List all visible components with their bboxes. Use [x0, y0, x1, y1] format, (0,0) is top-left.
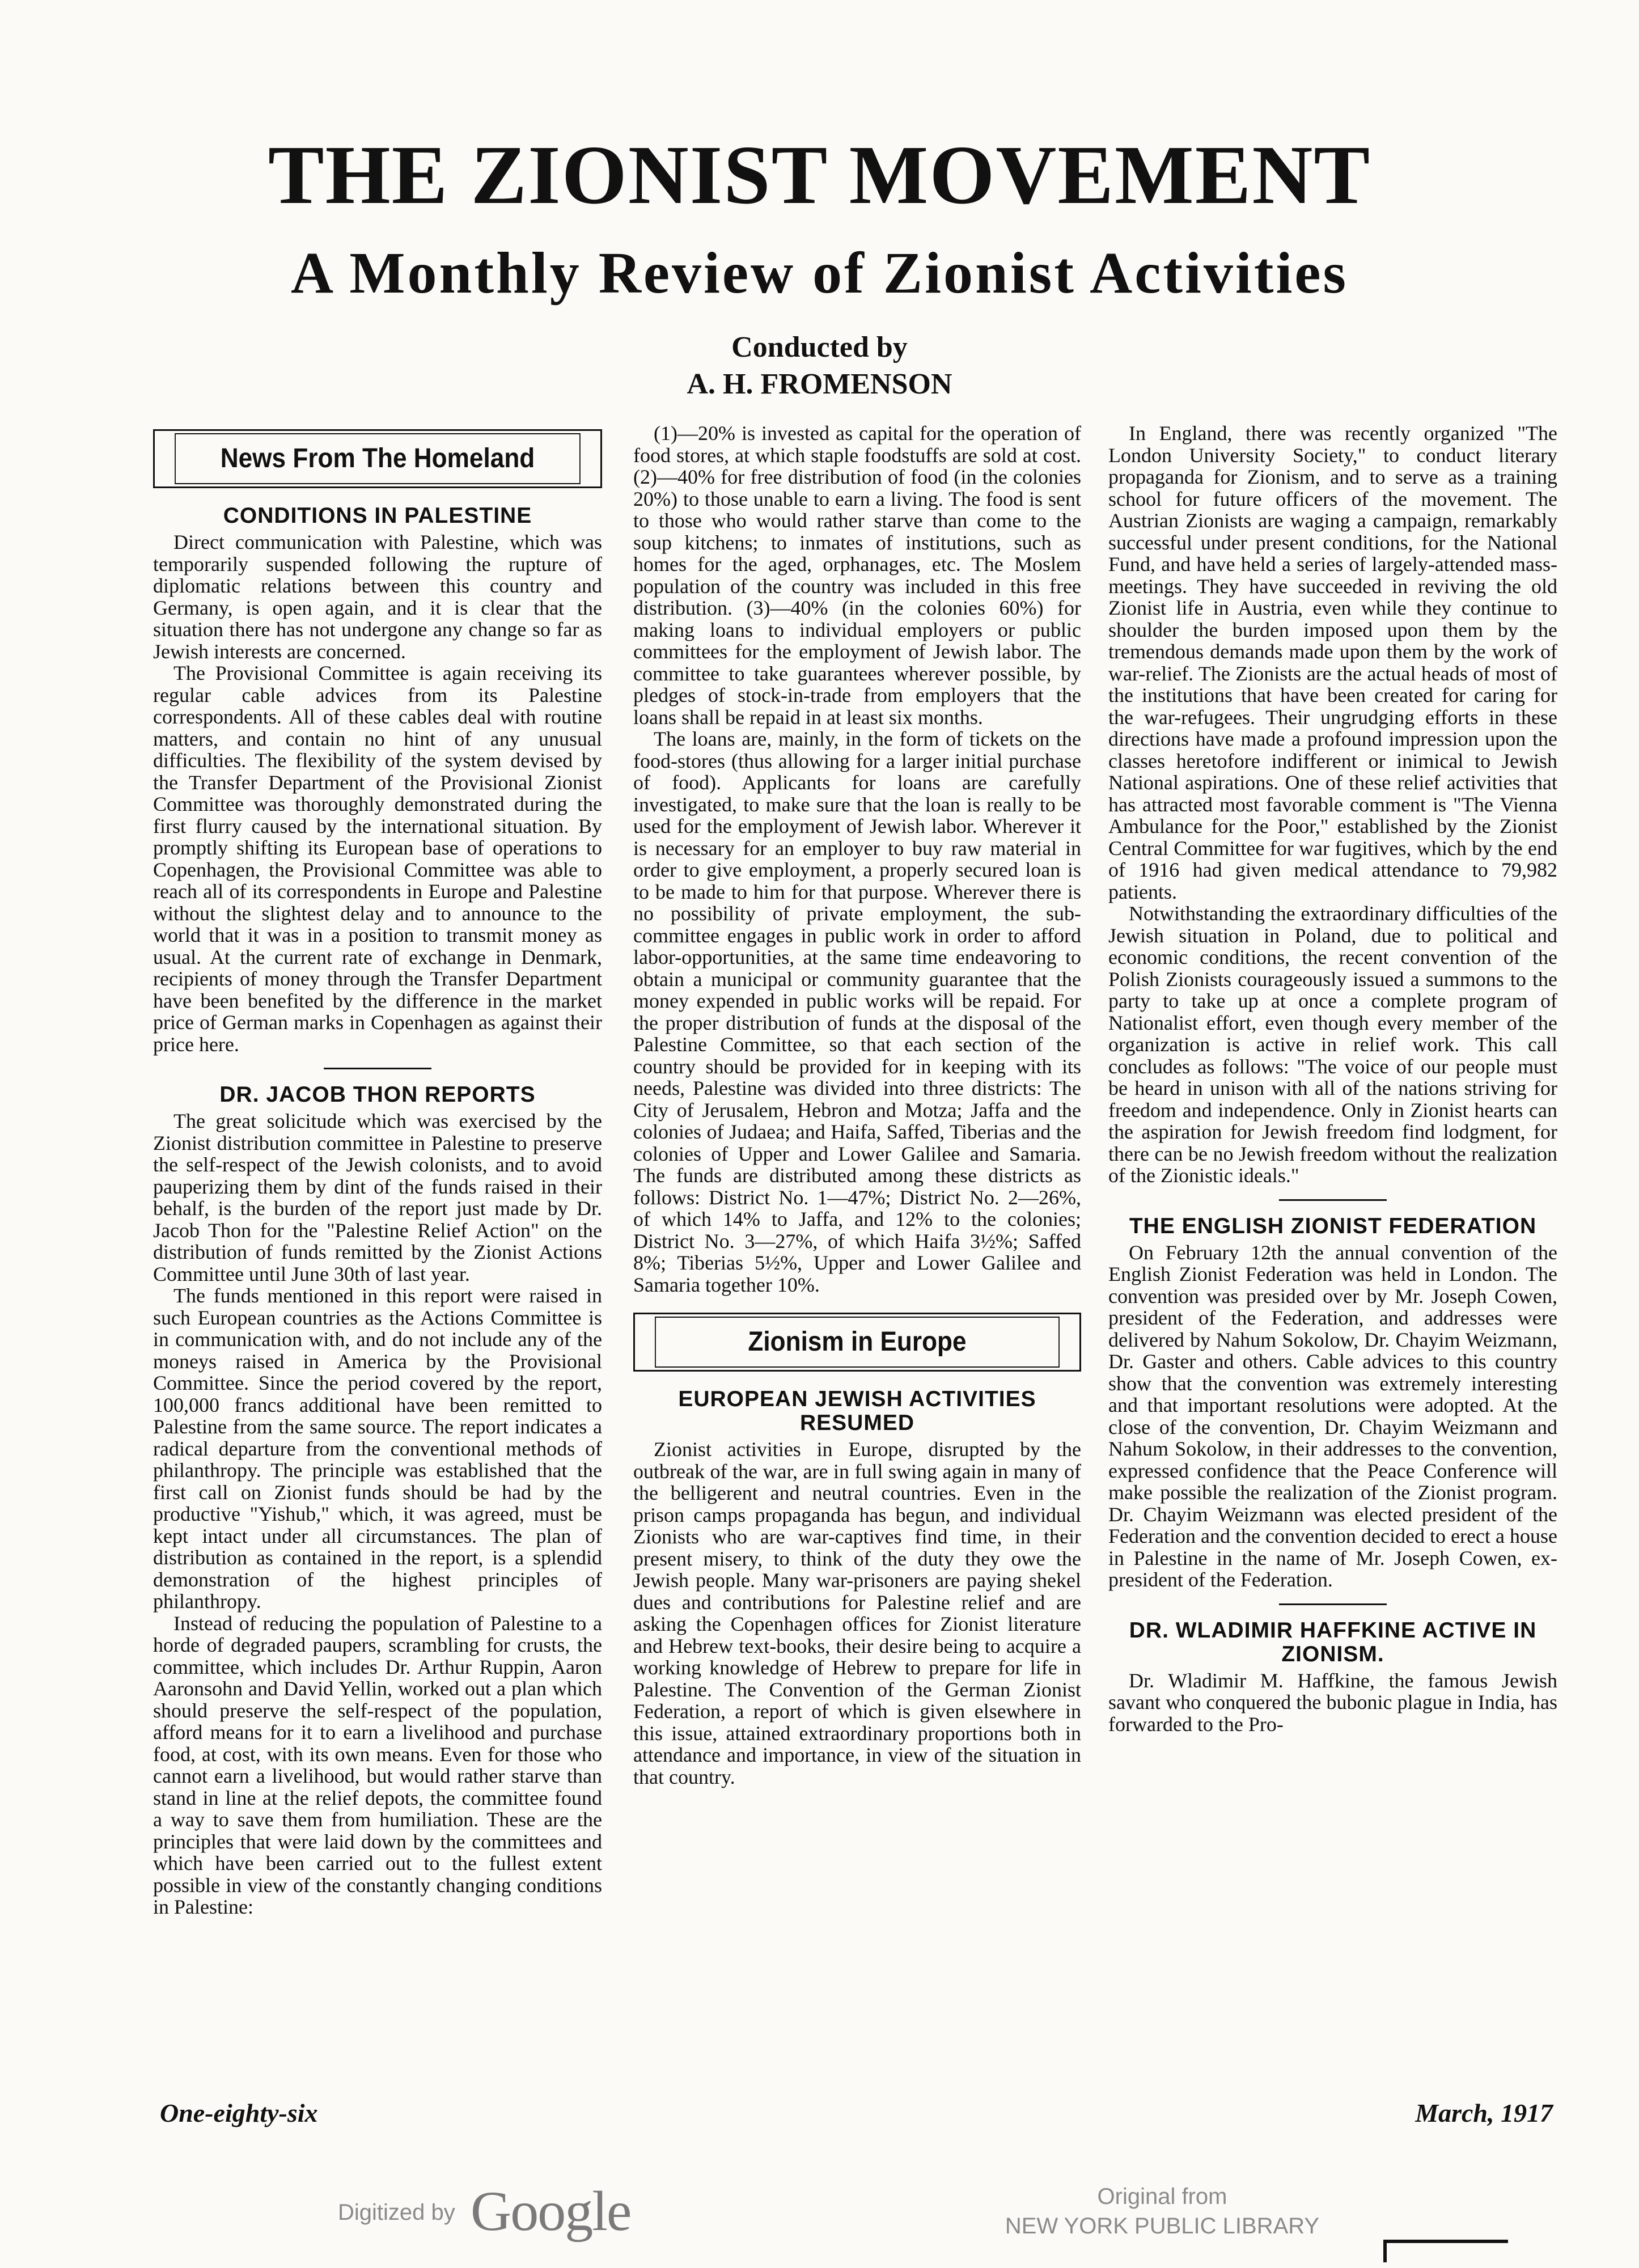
- source-library-credit: [981, 2182, 1344, 2241]
- page-number: One-eighty-six: [160, 2098, 318, 2127]
- article-heading-european: EUROPEAN JEWISH ACTIVITIES RESUMED: [678, 1387, 1036, 1435]
- article-paragraph: The funds mentioned in this report were raised in such European countries as the Actions Committee is in communication with, and do not include any of the moneys raised in America by the Provisional Committee. Since the period covered by the report, 100,000 francs additional have been remitted to Palestine from the same source. The report indicates a radical departure from the conventional methods of philanthropy. The principle was established that the first call on Zionist funds should be had by the productive "Yishub," which, it was agreed, must be kept intact under all circumstances. The plan of distribution as contained in the report, is a splendid demonstration of the highest principles of philanthropy.: [153, 1284, 602, 1613]
- article-paragraph: The loans are, mainly, in the form of tickets on the food-stores (thus allowing for a larger initial purchase of food). Applicants for loans are carefully investigated, to make sure that the loan is really to be used for the employment of Jewish labor. Wherever it is necessary for an employer to buy raw material in order to give employment, a properly secured loan is to be made to him for that purpose. Wherever there is no possibility of private employment, the sub-committee engages in public work in order to afford labor-opportunities, at the same time endeavoring to obtain a municipal or community guarantee that the money expended in public works will be repaid. For the proper distribution of funds at the disposal of the Palestine Committee, so that each section of the country should be provided for in keeping with its needs, Palestine was divided into three districts: The City of Jerusalem, Hebron and Motza; Jaffa and the colonies of Judaea; and Haifa, Saffed, Tiberias and the colonies of Upper and Lower Galilee and Samaria. The funds are distributed among these districts as follows: District No. 1—47%; District No. 2—26%, of which 14% to Jaffa, and 12% to the colonies; District No. 3—27%, of which Haifa 3½%; Saffed 8%; Tiberias 5½%, Upper and Lower Galilee and Samaria together 10%.: [633, 727, 1081, 1296]
- divider: [1279, 1603, 1387, 1605]
- google-logo: Google: [471, 2180, 631, 2242]
- article-heading-haffkine: DR. WLADIMIR HAFFKINE ACTIVE IN ZIONISM.: [1129, 1618, 1537, 1666]
- article-paragraph: Dr. Wladimir M. Haffkine, the famous Jewish savant who conquered the bubonic plague in India, has forwarded to the Pro-: [1108, 1669, 1557, 1736]
- editor-name: A. H. FROMENSON: [687, 368, 952, 400]
- column-2: [633, 422, 1081, 1788]
- digitized-by-label: Digitized by: [338, 2200, 455, 2225]
- article-paragraph: Notwithstanding the extraordinary difficulties of the Jewish situation in Poland, due to political and economic conditions, the recent convention of the Polish Zionists courageously issued a summons to the party to take up at once a complete program of Nationalist effort, even though every member of the organization is active in relief work. This call concludes as follows: "The voice of our people must be heard in unison with all of the nations striving for freedom and independence. Only in Zionist hearts can the aspiration for Jewish freedom find lodgment, for there can be no Jewish freedom without the realization of the Zionistic ideals.": [1108, 902, 1557, 1187]
- article-paragraph: (1)—20% is invested as capital for the operation of food stores, at which staple foodstuffs are sold at cost. (2)—40% for free distribution of food (in the colonies 20%) to those unable to earn a living. The food is sent to those who would rather starve than come to the soup kitchens; to inmates of institutions, such as homes for the aged, orphanages, etc. The Moslem population of the country was included in this free distribution. (3)—40% (in the colonies 60%) for making loans to individual employers or public committees for the employment of Jewish labor. The committee to take guarantees wherever possible, by pledges of stock-in-trade from employers that the loans shall be repaid in at least six months.: [633, 422, 1081, 729]
- divider: [1279, 1199, 1387, 1201]
- scan-edge-mark: [1383, 2240, 1508, 2243]
- editor-credit: [0, 329, 1639, 403]
- section-header-news: [153, 429, 602, 488]
- scan-edge-mark: [1383, 2240, 1387, 2262]
- magazine-subtitle: A Monthly Review of Zionist Activities: [290, 240, 1348, 306]
- magazine-title: THE ZIONIST MOVEMENT: [268, 129, 1371, 222]
- section-title-europe: Zionism in Europe: [655, 1317, 1060, 1368]
- column-1: [153, 422, 602, 1918]
- article-paragraph: Instead of reducing the population of Palestine to a horde of degraded paupers, scrambling for crusts, the committee, which includes Dr. Arthur Ruppin, Aaron Aaronsohn and David Yellin, worked out a plan which should preserve the self-respect of the population, afford means for it to earn a livelihood and purchase food, at cost, with its own means. Even for those who cannot earn a livelihood, but would rather starve than stand in line at the relief depots, the committee found a way to save them from humiliation. These are the principles that were laid down by the committees and which have been carried out to the fullest extent possible in view of the constantly changing conditions in Palestine:: [153, 1611, 602, 1918]
- article-paragraph: In England, there was recently organized "The London University Society," to conduct literary propaganda for Zionism, and to serve as a training school for future officers of the movement. The Austrian Zionists are waging a campaign, remarkably successful under present conditions, for the National Fund, and have held a series of largely-attended mass-meetings. They have succeeded in reviving the old Zionist life in Austria, even while they continue to shoulder the burden imposed upon them by the tremendous demands made upon them by the work of war-relief. The Zionists are the actual heads of most of the institutions that have been created for caring for the war-refugees. Their ungrudging efforts in these directions have made a profound impression upon the classes heretofore indifferent or inimical to Jewish National aspirations. One of these relief activities that has attracted most favorable comment is "The Vienna Ambulance for the Poor," established by the Zionist Central Committee for war fugitives, which by the end of 1916 had given medical attendance to 79,982 patients.: [1108, 422, 1557, 903]
- article-paragraph: The great solicitude which was exercised by the Zionist distribution committee in Palestine to preserve the self-respect of the Jewish colonists, and to avoid pauperizing them by dint of the funds raised in their behalf, is the burden of the report just made by Dr. Jacob Thon for the "Palestine Relief Action" on the distribution of funds remitted by the Zionist Actions Committee until June 30th of last year.: [153, 1110, 602, 1285]
- section-header-europe: [633, 1313, 1081, 1372]
- section-title-news: News From The Homeland: [175, 433, 581, 484]
- article-paragraph: The Provisional Committee is again receiving its regular cable advices from its Palestine correspondents. All of these cables deal with routine matters, and contain no hint of any unusual difficulties. The flexibility of the system devised by the Transfer Department of the Provisional Zionist Committee was thoroughly demonstrated during the first flurry caused by the international situation. By promptly shifting its European base of operations to Copenhagen, the Provisional Committee was able to reach all of its correspondents in Europe and Palestine without the slightest delay and to announce to the world that it was in a position to transmit money as usual. At the current rate of exchange in Denmark, recipients of money through the Transfer Department have been benefited by the difference in the market price of German marks in Copenhagen as against their price here.: [153, 662, 602, 1056]
- article-paragraph: Direct communication with Palestine, which was temporarily suspended following the rupture of diplomatic relations between this country and Germany, is open again, and it is clear that the situation there has not undergone any change so far as Jewish interests are concerned.: [153, 531, 602, 663]
- issue-date: March, 1917: [1415, 2098, 1553, 2127]
- article-heading-conditions: CONDITIONS IN PALESTINE: [223, 503, 532, 528]
- original-from-label: Original from: [1097, 2184, 1227, 2209]
- article-heading-english: THE ENGLISH ZIONIST FEDERATION: [1129, 1213, 1537, 1238]
- article-paragraph: Zionist activities in Europe, disrupted by the outbreak of the war, are in full swing again in many of the belligerent and neutral countries. Even in the prison camps propaganda has begun, and individual Zionists who are war-captives find time, in their present misery, to think of the duty they owe the Jewish people. Many war-prisoners are paying shekel dues and contributions for Palestine relief and are asking the Copenhagen offices for Zionist literature and Hebrew text-books, their desire being to acquire a working knowledge of Hebrew to prepare for life in Palestine. The Convention of the German Zionist Federation, a report of which is given elsewhere in this issue, attained extraordinary proportions both in attendance and importance, in view of the situation in that country.: [633, 1438, 1081, 1788]
- library-name: NEW YORK PUBLIC LIBRARY: [1005, 2214, 1320, 2239]
- article-paragraph: On February 12th the annual convention of the English Zionist Federation was held in London. The convention was presided over by Mr. Joseph Cowen, president of the Federation, and addresses were delivered by Nahum Sokolow, Dr. Chayim Weizmann, Dr. Gaster and others. Cable advices to this country show that the convention was extremely interesting and that important resolutions were adopted. At the close of the convention, Dr. Chayim Weizmann and Nahum Sokolow, in their addresses to the convention, expressed confidence that the Peace Conference will make possible the realization of the Zionist program. Dr. Chayim Weizmann was elected president of the Federation and the convention decided to erect a house in Palestine in the name of Mr. Joseph Cowen, ex-president of the Federation.: [1108, 1241, 1557, 1591]
- conducted-by-label: Conducted by: [731, 331, 908, 363]
- article-heading-thon: DR. JACOB THON REPORTS: [219, 1082, 536, 1107]
- divider: [324, 1068, 431, 1069]
- column-3: [1108, 422, 1557, 1735]
